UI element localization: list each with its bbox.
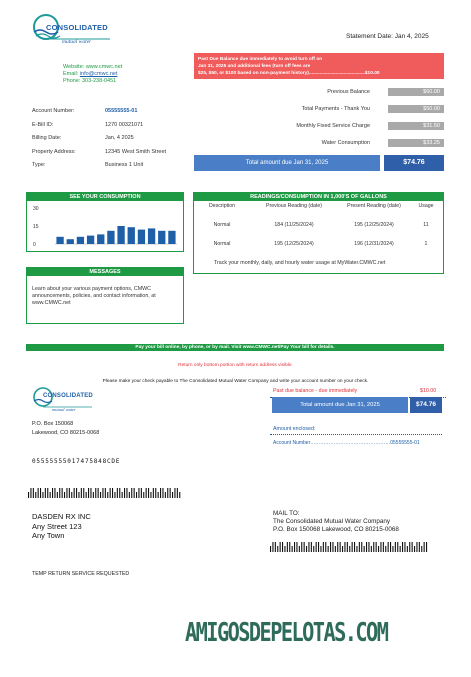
barcode-bar: [402, 542, 403, 552]
barcode-bar: [296, 542, 297, 552]
consumption-bar: [117, 226, 124, 244]
amount-enclosed-label: Amount enclosed:: [273, 426, 316, 432]
barcode-bar: [383, 542, 384, 552]
barcode-bar: [330, 542, 331, 552]
barcode-bar: [105, 488, 106, 498]
barcode-bar: [134, 488, 135, 498]
barcode-bar: [146, 488, 147, 498]
chart-y-tick-label: 0: [33, 242, 36, 248]
customer-town: Any Town: [32, 531, 65, 540]
customer-barcode: [28, 488, 188, 500]
barcode-bar: [126, 488, 127, 498]
temp-return-text: TEMP RETURN SERVICE REQUESTED: [32, 571, 130, 577]
barcode-bar: [143, 492, 144, 498]
logo-subtitle: mutual water: [62, 39, 92, 45]
readings-cell: 1: [424, 241, 428, 247]
barcode-bar: [148, 488, 149, 498]
barcode-bar: [301, 542, 302, 552]
barcode-bar: [409, 542, 410, 552]
chart-y-tick-label: 15: [33, 224, 39, 230]
barcode-bar: [380, 542, 381, 552]
barcode-bar: [332, 542, 333, 552]
readings-panel: [193, 192, 444, 274]
consumption-bar: [158, 231, 165, 244]
barcode-bar: [81, 488, 82, 498]
barcode-bar: [54, 488, 55, 498]
readings-cell: Normal: [213, 241, 231, 247]
account-row: [32, 122, 192, 131]
barcode-bar: [284, 546, 285, 552]
barcode-bar: [373, 542, 374, 552]
readings-header-cell: Present Reading (date): [347, 203, 401, 209]
account-row-value: Jan, 4 2025: [105, 135, 134, 141]
barcode-bar: [407, 546, 408, 552]
barcode-bar: [385, 546, 386, 552]
barcode-bar: [275, 542, 276, 552]
consumption-bar: [56, 237, 63, 244]
barcode-bar: [347, 542, 348, 552]
stub-logo: [32, 385, 112, 413]
barcode-bar: [294, 542, 295, 552]
barcode-bar: [179, 492, 180, 498]
barcode-bar: [325, 542, 326, 552]
barcode-bar: [395, 542, 396, 552]
barcode-bar: [397, 542, 398, 552]
readings-cell: Normal: [213, 222, 231, 228]
consumption-title: SEE YOUR CONSUMPTION: [27, 193, 183, 201]
stub-past-due-amount: $10.00: [420, 388, 437, 394]
readings-title: READINGS/CONSUMPTION IN 1,000'S OF GALLONS: [194, 193, 443, 201]
total-due-label: Total amount due Jan 31, 2025: [194, 155, 380, 171]
consumption-bar: [67, 239, 74, 244]
charge-amount: $31.50: [388, 122, 444, 130]
barcode-bar: [426, 542, 427, 552]
stub-total-label: Total amount due Jan 31, 2025: [272, 397, 408, 413]
account-row: [32, 108, 192, 117]
account-row: [32, 149, 192, 158]
customer-name: DASDEN RX INC: [32, 512, 91, 521]
barcode-bar: [62, 488, 63, 498]
barcode-bar: [66, 488, 67, 498]
barcode-bar: [299, 546, 300, 552]
barcode-bar: [340, 542, 341, 552]
readings-cell: 195 (12/25/2024): [274, 241, 314, 247]
past-due-notice: Past Due Balance due immediately to avoid turn off on Jan 31, 2025 and additional fees (turn off fees are $25, $50, or $100 based on non-payment history)..........................................$10.00: [194, 53, 444, 79]
barcode-bar: [378, 546, 379, 552]
barcode-bar: [318, 542, 319, 552]
barcode-bar: [364, 546, 365, 552]
barcode-bar: [136, 492, 137, 498]
barcode-bar: [292, 546, 293, 552]
charge-row: [194, 105, 444, 113]
pay-banner: Pay your bill online, by phone, or by mail. Visit www.CMWC.net/Pay Your bill for details.: [26, 344, 444, 351]
barcode-bar: [119, 488, 120, 498]
barcode-bar: [280, 542, 281, 552]
stub-logo-wordmark: CONSOLIDATED: [43, 393, 93, 399]
chart-y-tick-label: 30: [33, 206, 39, 212]
charge-label: Total Payments - Thank You: [301, 106, 370, 112]
barcode-bar: [177, 488, 178, 498]
barcode-bar: [421, 546, 422, 552]
account-row-value: 12345 West Smith Street: [105, 148, 167, 155]
readings-header-cell: Description: [209, 203, 235, 209]
barcode-bar: [170, 488, 171, 498]
barcode-bar: [174, 488, 175, 498]
barcode-bar: [69, 488, 70, 498]
barcode-bar: [366, 542, 367, 552]
barcode-bar: [308, 542, 309, 552]
amount-enclosed-field[interactable]: [270, 434, 442, 435]
barcode-bar: [416, 542, 417, 552]
barcode-bar: [83, 488, 84, 498]
barcode-bar: [90, 488, 91, 498]
statement-date: Statement Date: Jan 4, 2025: [346, 33, 429, 40]
logo-wordmark: CONSOLIDATED: [46, 23, 108, 32]
charge-row: [194, 122, 444, 130]
barcode-bar: [414, 546, 415, 552]
barcode-bar: [359, 542, 360, 552]
barcode-bar: [114, 492, 115, 498]
consumption-bar: [97, 234, 104, 244]
barcode-bar: [270, 546, 271, 552]
company-logo: [32, 12, 112, 46]
barcode-bar: [59, 488, 60, 498]
account-row-label: Type:: [32, 162, 46, 168]
account-row-value: 05555555-01: [105, 108, 138, 114]
barcode-bar: [33, 488, 34, 498]
return-note: Return only bottom portion with return address visible.: [178, 363, 293, 368]
watermark-text: AMIGOSDEPELOTAS.COM: [185, 618, 388, 648]
barcode-bar: [368, 542, 369, 552]
barcode-bar: [74, 488, 75, 498]
barcode-bar: [400, 546, 401, 552]
barcode-bar: [76, 488, 77, 498]
scanline: 05555555017475848CDE: [32, 458, 121, 465]
readings-header-cell: Previous Reading (date): [266, 203, 322, 209]
barcode-bar: [167, 488, 168, 498]
barcode-bar: [150, 492, 151, 498]
barcode-bar: [57, 492, 58, 498]
charge-label: Water Consumption: [321, 140, 370, 146]
email-link[interactable]: info@cmwc.net: [79, 71, 118, 77]
charge-label: Monthly Fixed Service Charge: [296, 123, 370, 129]
barcode-bar: [272, 542, 273, 552]
readings-cell: 195 (12/25/2024): [354, 222, 394, 228]
barcode-bar: [390, 542, 391, 552]
barcode-bar: [311, 542, 312, 552]
barcode-bar: [323, 542, 324, 552]
barcode-bar: [42, 492, 43, 498]
barcode-bar: [160, 488, 161, 498]
barcode-bar: [337, 542, 338, 552]
charge-amount: $50.00: [388, 105, 444, 113]
barcode-bar: [316, 542, 317, 552]
stub-past-due-label: Past due balance - due immediately: [273, 388, 358, 394]
barcode-bar: [100, 492, 101, 498]
barcode-bar: [102, 488, 103, 498]
barcode-bar: [342, 546, 343, 552]
account-row-label: Billing Date:: [32, 135, 62, 141]
barcode-bar: [38, 488, 39, 498]
readings-row: [194, 241, 443, 249]
barcode-bar: [45, 488, 46, 498]
barcode-bar: [344, 542, 345, 552]
stub-po-box: P.O. Box 150068: [32, 421, 74, 427]
stub-account-number: Account Number…………………………………………05555555-01: [273, 440, 420, 446]
check-note: Please make your check payable to The Consolidated Mutual Water Company and write your account number on your check.: [102, 379, 369, 384]
barcode-bar: [124, 488, 125, 498]
mail-barcode: [270, 542, 430, 552]
customer-street: Any Street 123: [32, 521, 82, 531]
consumption-bar: [77, 237, 84, 244]
stub-total-amount: $74.76: [410, 397, 442, 413]
barcode-bar: [162, 488, 163, 498]
barcode-bar: [404, 542, 405, 552]
barcode-bar: [419, 542, 420, 552]
customer-address: [32, 512, 91, 541]
barcode-bar: [93, 492, 94, 498]
contact-info: [63, 64, 122, 85]
barcode-bar: [165, 492, 166, 498]
barcode-bar: [40, 488, 41, 498]
barcode-bar: [313, 546, 314, 552]
barcode-bar: [412, 542, 413, 552]
messages-body: Learn about your various payment options, CMWC announcements, policies, and contact information, at www.CMWC.net: [32, 286, 156, 306]
mail-to-label: MAIL TO:: [273, 510, 300, 517]
consumption-panel: [26, 192, 184, 252]
website-text: Website: www.cmwc.net: [63, 64, 123, 70]
barcode-bar: [328, 546, 329, 552]
barcode-bar: [47, 488, 48, 498]
barcode-bar: [153, 488, 154, 498]
barcode-bar: [424, 542, 425, 552]
barcode-bar: [352, 542, 353, 552]
barcode-bar: [155, 488, 156, 498]
barcode-bar: [141, 488, 142, 498]
account-row-value: 1270 00321071: [105, 121, 144, 128]
barcode-bar: [117, 488, 118, 498]
stub-address: [32, 420, 99, 438]
barcode-bar: [64, 492, 65, 498]
barcode-bar: [78, 492, 79, 498]
account-row-label: E-Bill ID:: [32, 121, 54, 128]
readings-header-cell: Usage: [418, 203, 434, 209]
charge-amount: $33.25: [388, 139, 444, 147]
barcode-bar: [95, 488, 96, 498]
barcode-bar: [356, 546, 357, 552]
account-row-value: Business 1 Unit: [105, 162, 144, 168]
barcode-bar: [388, 542, 389, 552]
barcode-bar: [335, 546, 336, 552]
email-line: Email: info@cmwc.net: [63, 71, 118, 77]
consumption-bar: [148, 228, 155, 244]
barcode-bar: [138, 488, 139, 498]
barcode-bar: [320, 546, 321, 552]
barcode-bar: [28, 492, 29, 498]
charge-row: [194, 88, 444, 96]
account-row: [32, 135, 192, 144]
barcode-bar: [122, 492, 123, 498]
mail-to-company: The Consolidated Mutual Water Company: [273, 518, 391, 525]
barcode-bar: [86, 492, 87, 498]
barcode-bar: [30, 488, 31, 498]
readings-header-row: [194, 203, 443, 211]
total-due-bar: [194, 155, 444, 171]
barcode-bar: [371, 546, 372, 552]
barcode-bar: [282, 542, 283, 552]
consumption-bar: [107, 231, 114, 244]
barcode-bar: [349, 546, 350, 552]
barcode-bar: [110, 488, 111, 498]
readings-note: Track your monthly, daily, and hourly water usage at MyWater.CMWC.net: [214, 260, 386, 266]
readings-cell: 11: [423, 222, 429, 228]
barcode-bar: [289, 542, 290, 552]
barcode-bar: [172, 492, 173, 498]
messages-title: MESSAGES: [27, 268, 183, 276]
charge-label: Previous Balance: [327, 89, 370, 95]
stub-logo-subtitle: mutual water: [52, 407, 76, 412]
barcode-bar: [88, 488, 89, 498]
readings-cell: 184 (11/25/2024): [274, 222, 314, 228]
readings-cell: 196 (12/31/2024): [354, 241, 394, 247]
barcode-bar: [131, 488, 132, 498]
messages-panel: [26, 267, 184, 324]
total-due-amount: $74.76: [384, 155, 444, 171]
account-row: [32, 162, 192, 171]
mail-to-block: [273, 510, 399, 534]
consumption-bar: [128, 227, 135, 244]
barcode-bar: [52, 488, 53, 498]
barcode-bar: [158, 492, 159, 498]
barcode-bar: [287, 542, 288, 552]
barcode-bar: [112, 488, 113, 498]
consumption-bar: [138, 230, 145, 244]
barcode-bar: [35, 492, 36, 498]
consumption-bar: [87, 236, 94, 244]
mail-to-address: P.O. Box 150068 Lakewood, CO 80215-0068: [273, 526, 399, 533]
barcode-bar: [304, 542, 305, 552]
barcode-bar: [277, 546, 278, 552]
barcode-bar: [98, 488, 99, 498]
charge-amount: $60.00: [388, 88, 444, 96]
barcode-bar: [71, 492, 72, 498]
account-row-label: Property Address:: [32, 148, 76, 155]
barcode-bar: [376, 542, 377, 552]
barcode-bar: [354, 542, 355, 552]
charge-row: [194, 139, 444, 147]
barcode-bar: [50, 492, 51, 498]
consumption-bar: [168, 231, 175, 244]
stub-total-bar: [272, 397, 442, 413]
barcode-bar: [129, 492, 130, 498]
barcode-bar: [107, 492, 108, 498]
account-row-label: Account Number:: [32, 108, 75, 114]
barcode-bar: [392, 546, 393, 552]
barcode-bar: [361, 542, 362, 552]
consumption-chart: [27, 202, 183, 252]
stub-city: Lakewood, CO 80215-0068: [32, 430, 100, 436]
barcode-bar: [306, 546, 307, 552]
phone-text: Phone: 303-238-0451: [63, 78, 117, 84]
readings-row: [194, 222, 443, 230]
